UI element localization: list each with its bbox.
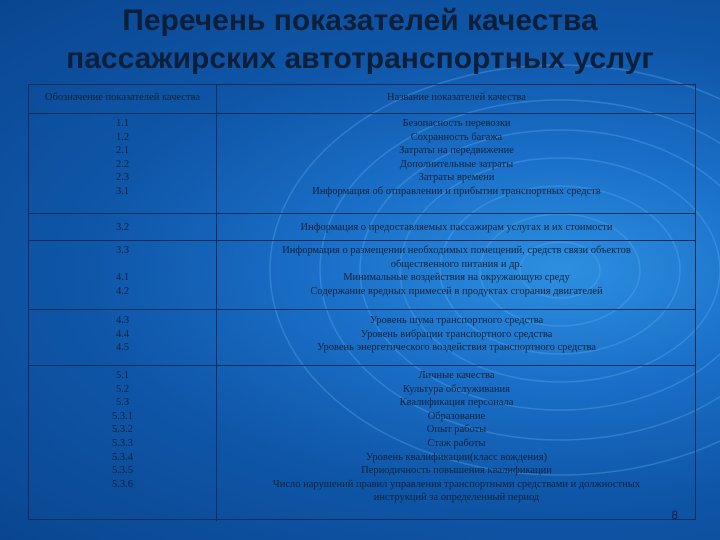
table-row — [29, 113, 695, 213]
indicator-code: 2.3 — [115, 172, 130, 184]
indicator-code: 5.3.2 — [112, 424, 133, 436]
indicator-name: Информация об отправлении и прибытии транспортных средств — [312, 185, 601, 197]
table-row — [29, 309, 695, 365]
indicator-code: 5.3.5 — [112, 465, 133, 477]
indicator-name: Безопасность перевозки — [402, 118, 511, 129]
table-row — [29, 365, 695, 521]
title-line-1: Перечень показателей качества — [122, 4, 598, 37]
indicator-code: 5.3.3 — [112, 437, 133, 449]
indicator-code: 5.3.6 — [112, 478, 133, 490]
indicator-name: Образование — [427, 410, 486, 422]
indicator-code: 5.3.1 — [112, 410, 133, 422]
page-title — [0, 2, 720, 78]
indicator-name: Информация о предоставляемых пассажирам услугах и их стоимости — [300, 222, 613, 233]
indicator-name: общественного питания и др. — [390, 258, 523, 270]
indicator-code: 4.1 — [115, 272, 130, 284]
indicator-name: Сохранность багажа — [410, 131, 503, 143]
indicator-name: Уровень квалификации(класс вождения) — [365, 451, 548, 463]
indicator-name: Содержание вредных примесей в продуктах сгорания двигателей — [310, 285, 603, 297]
header-name: Название показателей качества — [216, 85, 696, 113]
quality-indicators-table — [28, 84, 696, 520]
indicator-code: 5.3.4 — [112, 451, 133, 463]
indicator-name: Стаж работы — [427, 437, 486, 449]
table-row — [29, 240, 695, 309]
indicator-name: Затраты на передвижение — [399, 145, 514, 157]
table-row — [29, 213, 695, 240]
indicator-code: 4.3 — [115, 315, 130, 326]
indicator-code: 2.1 — [115, 145, 130, 157]
indicator-name: Опыт работы — [426, 424, 487, 436]
indicator-name: Квалификация персонала — [399, 397, 514, 409]
indicator-code: 3.1 — [115, 185, 130, 197]
indicator-name: Минимальные воздействия на окружающую среду — [343, 272, 570, 284]
indicator-code: 4.4 — [115, 328, 130, 340]
indicator-name: Уровень вибрации транспортного средства — [360, 328, 553, 340]
indicator-code: 4.2 — [115, 285, 130, 297]
indicator-name: Число нарушений правил управления транспортными средствами и должностных — [272, 478, 641, 490]
header-code: Обозначение показателей качества — [44, 92, 201, 103]
indicator-name: Уровень шума транспортного средства — [369, 315, 544, 326]
indicator-code: 5.2 — [115, 383, 130, 395]
indicator-code: 3.2 — [115, 222, 130, 233]
indicator-code: 5.1 — [115, 370, 130, 381]
indicator-code: 1.2 — [115, 131, 130, 143]
indicator-name: Уровень энергетического воздействия транспортного средства — [316, 342, 597, 354]
indicator-name: инструкций за определенный период — [373, 492, 540, 504]
title-line-2: пассажирских автотранспортных услуг — [66, 42, 654, 75]
indicator-name: Личные качества — [418, 370, 495, 381]
indicator-name: Дополнительные затраты — [399, 158, 514, 170]
indicator-name: Затраты времени — [418, 172, 495, 184]
indicator-code: 2.2 — [115, 158, 130, 170]
indicator-code: 1.1 — [115, 118, 130, 129]
indicator-code: 4.5 — [115, 342, 130, 354]
indicator-code: 5.3 — [115, 397, 130, 409]
page-number: 8 — [671, 508, 678, 522]
indicator-name: Культура обслуживания — [403, 383, 510, 395]
table-header-row — [29, 85, 695, 113]
indicator-code — [29, 258, 216, 272]
indicator-name: Информация о размещении необходимых помещений, средств связи объектов — [282, 245, 631, 256]
indicator-name: Периодичность повышения квалификации — [361, 465, 552, 477]
indicator-code: 3.3 — [115, 245, 130, 256]
